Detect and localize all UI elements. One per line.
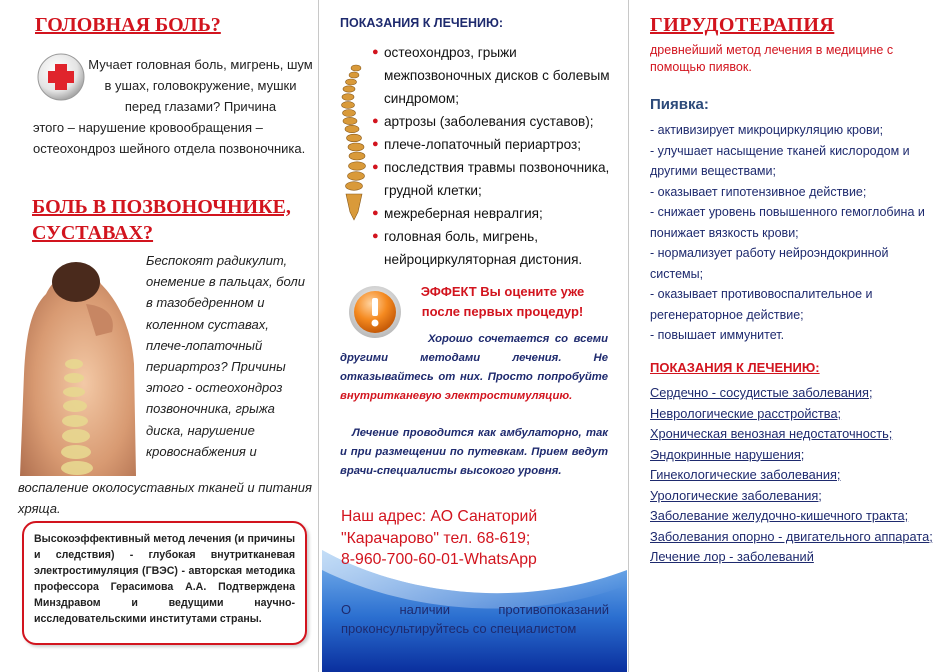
indications-list xyxy=(372,41,622,271)
treatment-paragraph: Лечение проводится как амбулаторно, так и при размещении по путевкам. Прием ведут врачи-специалисты высокого уровня. xyxy=(340,427,608,477)
list-item: Гинекологические заболевания; xyxy=(650,467,841,482)
leech-title: Пиявка: xyxy=(650,96,709,113)
list-item: ● плече-лопаточный периартроз; xyxy=(372,137,582,152)
list-item: Хроническая венозная недостаточность; xyxy=(650,426,893,441)
headache-paragraph: Мучает головная боль, мигрень, шум в ушах, головокружение, мушки перед глазами? Причина xyxy=(88,57,313,114)
combination-paragraph: Хорошо сочетается со всеми другими методами лечения. Не отказывайтесь от них. Просто попробуйте внутритканевую электростимуляцию. xyxy=(340,333,608,402)
list-item: Урологические заболевания; xyxy=(650,487,822,503)
contraindications-note: О наличии противопоказаний xyxy=(341,602,609,617)
hirudotherapy-title: ГИРУДОТЕРАПИЯ xyxy=(650,14,835,36)
hirudotherapy-indications-list xyxy=(650,383,942,568)
list-item: - снижает уровень повышенного гемоглобина и понижает вязкость крови; xyxy=(650,205,925,240)
back-pain-photo xyxy=(16,254,138,476)
column-divider xyxy=(318,0,319,672)
list-item: ● головная боль, мигрень, нейроциркуляторная дистония. xyxy=(372,229,583,267)
list-item: ● последствия травмы позвоночника, грудной клетки; xyxy=(372,160,610,198)
spine-illustration xyxy=(336,62,370,222)
method-description-box: Высокоэффективный метод лечения (и причины и следствия) - глубокая внутритканевая электростимуляция (ГВЭС) - авторская методика профессора Герасимова А.А. Подтверждена Минздравом и ведущими научно-исследовательскими институтами страны. xyxy=(22,521,307,645)
effect-headline: ЭФФЕКТ Вы оцените уже после первых процедур! xyxy=(420,284,585,319)
hirudotherapy-indications-title: ПОКАЗАНИЯ К ЛЕЧЕНИЮ: xyxy=(650,360,820,375)
hirudotherapy-subtitle: древнейший метод лечения в медицине с помощью пиявок. xyxy=(650,43,894,74)
list-item: - повышает иммунитет. xyxy=(650,328,785,342)
list-item: - активизирует микроциркуляцию крови; xyxy=(650,123,884,137)
list-item: Эндокринные нарушения; xyxy=(650,446,805,462)
list-item: - оказывает противовоспалительное и регенераторное действие; xyxy=(650,287,873,322)
list-item: Заболевание желудочно-кишечного тракта; xyxy=(650,508,909,523)
address-line: Наш адрес: АО Санаторий xyxy=(341,508,538,525)
list-item: ● артрозы (заболевания суставов); xyxy=(372,114,594,129)
column-divider xyxy=(628,0,629,672)
address-line: "Карачарово" тел. 68-619; xyxy=(341,529,531,547)
contraindications-note-cont: проконсультируйтесь со специалистом xyxy=(341,621,577,636)
list-item: Лечение лор - заболеваний xyxy=(650,549,814,564)
back-pain-paragraph: Беспокоят радикулит, онемение в пальцах, боли в тазобедренном и коленном суставах, плече-лопаточный периартроз? Причины этого - остеохондроз позвоночника, грыжа диска, нарушение кровоснабжения и xyxy=(146,253,305,459)
list-item: - улучшает насыщение тканей кислородом и другими веществами; xyxy=(650,143,910,178)
spine-pain-title: БОЛЬ В ПОЗВОНОЧНИКЕ, СУСТАВАХ? xyxy=(32,196,291,244)
list-item: Сердечно - сосудистые заболевания; xyxy=(650,385,873,400)
list-item: Неврологические расстройства; xyxy=(650,405,842,421)
indications-title: ПОКАЗАНИЯ К ЛЕЧЕНИЮ: xyxy=(340,16,504,30)
address-block xyxy=(341,506,621,571)
list-item: Заболевания опорно - двигательного аппарата; xyxy=(650,528,933,544)
list-item: ● межреберная невралгия; xyxy=(372,206,543,221)
headache-title: ГОЛОВНАЯ БОЛЬ? xyxy=(35,14,221,36)
list-item: ● остеохондроз, грыжи межпозвоночных дисков с болевым синдромом; xyxy=(372,45,610,106)
headache-paragraph-cont: этого – нарушение кровообращения – остеохондроз шейного отдела позвоночника. xyxy=(33,120,306,156)
leech-benefits-list xyxy=(650,120,942,346)
list-item: - оказывает гипотензивное действие; xyxy=(650,184,867,199)
back-pain-paragraph-cont: воспаление околосуставных тканей и питания хряща. xyxy=(18,480,312,516)
medical-cross-icon xyxy=(36,52,86,102)
list-item: - нормализует работу нейроэндокринной системы; xyxy=(650,246,889,281)
address-line: 8-960-700-60-01-WhatsApp xyxy=(341,551,537,568)
